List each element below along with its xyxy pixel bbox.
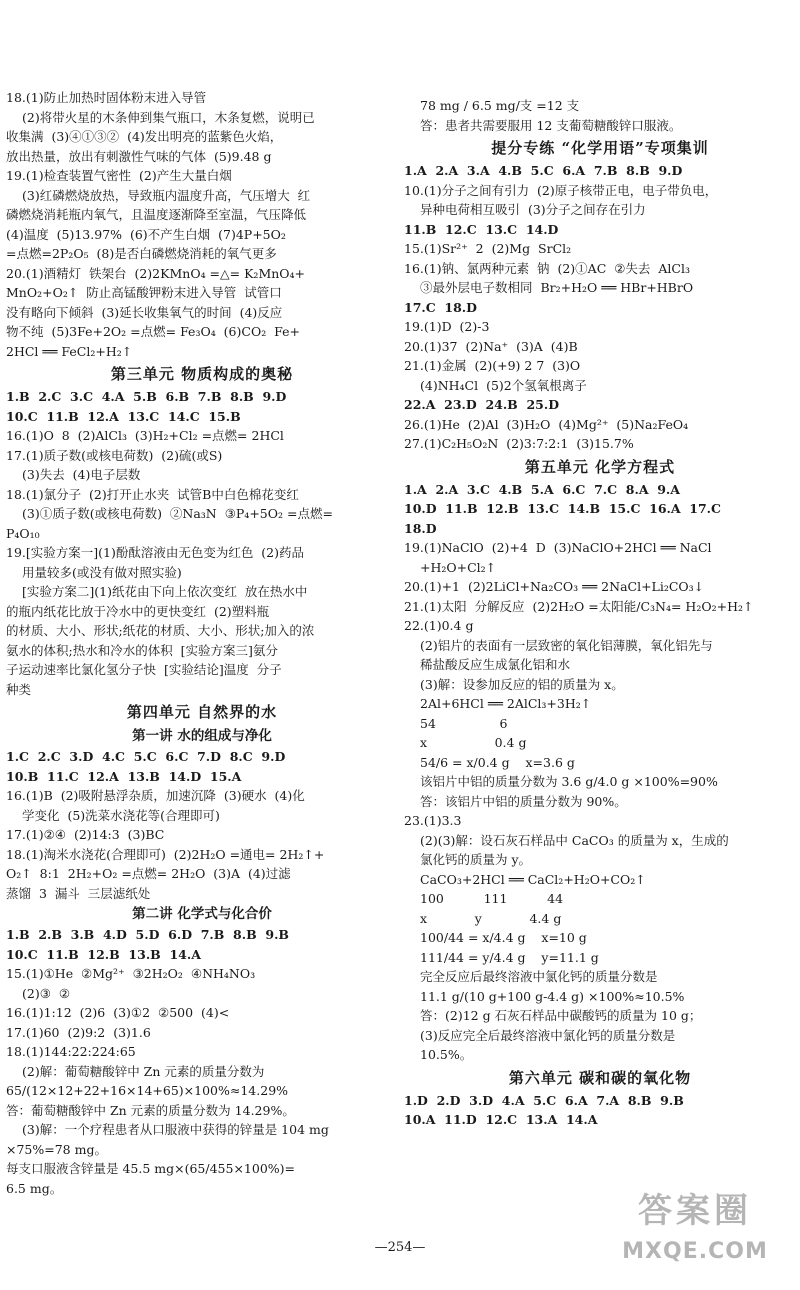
answer-line: (2)解：葡萄糖酸锌中 Zn 元素的质量分数为 (22, 1063, 265, 1079)
answer-line: 23.(1)3.3 (404, 813, 462, 828)
answer-line: 111/44 = y/4.4 g y=11.1 g (420, 949, 599, 965)
answer-line: (3)①质子数(或核电荷数) ②Na₃N ③P₄+5O₂ =点燃= (22, 506, 333, 521)
answer-line: 15.(1)Sr²⁺ 2 (2)Mg SrCl₂ (404, 241, 572, 256)
answer-line: 17.(1)60 (2)9:2 (3)1.6 (6, 1024, 151, 1040)
answer-line: 磷燃烧消耗瓶内氧气，且温度逐渐降至室温，气压降低 (6, 207, 307, 222)
answer-line: 的材质、大小、形状;纸花的材质、大小、形状;加入的浓 (6, 623, 315, 638)
multiple-choice-answers: 10.D 11.B 12.B 13.C 14.B 15.C 16.A 17.C (404, 501, 721, 516)
answer-line: 物不纯 (5)3Fe+2O₂ =点燃= Fe₃O₄ (6)CO₂ Fe+ (6, 324, 301, 339)
answer-line: 15.(1)①He ②Mg²⁺ ③2H₂O₂ ④NH₄NO₃ (6, 966, 256, 981)
unit-heading: 第三单元 物质构成的奥秘 (110, 365, 294, 383)
answer-line: 100/44 = x/4.4 g x=10 g (420, 930, 587, 945)
answer-line: 每支口服液含锌量是 45.5 mg×(65/455×100%)= (6, 1161, 296, 1176)
answer-line: x 0.4 g (420, 735, 527, 750)
watermark-url: MXQE.COM (622, 1239, 768, 1264)
multiple-choice-answers: 1.D 2.D 3.D 4.A 5.C 6.A 7.A 8.B 9.B (404, 1092, 684, 1108)
answer-line: 17.(1)②④ (2)14:3 (3)BC (6, 827, 165, 842)
answer-line: 54 6 (420, 715, 508, 731)
answer-line: (3)解：一个疗程患者从口服液中获得的锌量是 104 mg (22, 1122, 329, 1137)
multiple-choice-answers: 1.B 2.B 3.B 4.D 5.D 6.D 7.B 8.B 9.B (6, 927, 289, 942)
answer-line: 6.5 mg。 (6, 1180, 63, 1196)
answer-line: 稀盐酸反应生成氯化铝和水 (420, 657, 571, 672)
answer-line: 54/6 = x/0.4 g x=3.6 g (420, 754, 575, 770)
multiple-choice-answers: 10.C 11.B 12.B 13.B 14.A (6, 946, 201, 962)
answer-line: 答：(2)12 g 石灰石样品中碳酸钙的质量为 10 g； (420, 1008, 702, 1023)
answer-line: 没有略向下倾斜 (3)延长收集氧气的时间 (4)反应 (6, 304, 283, 320)
answer-line: 19.(1)检查装置气密性 (2)产生大量白烟 (6, 168, 232, 183)
answer-line: 19.(1)NaClO (2)+4 D (3)NaClO+2HCl ══ NaCl (404, 540, 712, 555)
answer-line: 氨水的体积;热水和冷水的体积 [实验方案三]氨分 (6, 642, 278, 658)
unit-heading: 第四单元 自然界的水 (126, 703, 278, 721)
answer-line: MnO₂+O₂↑ 防止高锰酸钾粉末进入导管 试管口 (6, 285, 282, 300)
left-column (6, 88, 398, 1198)
answer-line: 19.(1)D (2)-3 (404, 319, 490, 334)
answer-line: 18.(1)淘米水浇花(合理即可) (2)2H₂O =通电= 2H₂↑+ (6, 846, 325, 862)
multiple-choice-answers: 17.C 18.D (404, 299, 477, 315)
multiple-choice-answers: 11.B 12.C 13.C 14.D (404, 221, 559, 237)
answer-line: 答：葡萄糖酸锌中 Zn 元素的质量分数为 14.29%。 (6, 1102, 295, 1118)
answer-line: 的瓶内纸花比放于冷水中的更快变红 (2)塑料瓶 (6, 603, 270, 619)
page-number: —254— (374, 1240, 426, 1255)
unit-heading: 提分专练 “化学用语”专项集训 (491, 139, 709, 157)
answer-line: (2)铝片的表面有一层致密的氧化铝薄膜，氧化铝先与 (420, 637, 713, 653)
answer-line: (3)红磷燃烧放热，导致瓶内温度升高，气压增大 红 (22, 187, 311, 203)
answer-line: 子运动速率比氯化氢分子快 [实验结论]温度 分子 (6, 662, 282, 677)
answer-line: 17.(1)质子数(或核电荷数) (2)硫(或S) (6, 447, 223, 463)
answer-line: 16.(1)B (2)吸附悬浮杂质，加速沉降 (3)硬水 (4)化 (6, 788, 305, 803)
answer-line: 100 111 44 (420, 891, 564, 906)
answer-line: +H₂O+Cl₂↑ (420, 559, 497, 575)
answer-line: (2)③ ② (22, 985, 71, 1001)
answer-line: 18.(1)氯分子 (2)打开止水夹 试管B中白色棉花变红 (6, 486, 299, 502)
multiple-choice-answers: 1.B 2.C 3.C 4.A 5.B 6.B 7.B 8.B 9.D (6, 389, 287, 404)
answer-line: 27.(1)C₂H₅O₂N (2)3:7:2:1 (3)15.7% (404, 436, 634, 451)
answer-line: ×75%=78 mg。 (6, 1141, 107, 1157)
answer-line: [实验方案二](1)纸花由下向上依次变红 放在热水中 (22, 584, 308, 599)
answer-line: =点燃=2P₂O₅ (8)是否白磷燃烧消耗的氧气更多 (6, 246, 277, 261)
answer-line: 21.(1)太阳 分解反应 (2)2H₂O =太阳能/C₃N₄= H₂O₂+H₂↑ (404, 598, 754, 614)
answer-line: 16.(1)O 8 (2)AlCl₃ (3)H₂+Cl₂ =点燃= 2HCl (6, 428, 284, 443)
answer-line: 该铝片中铝的质量分数为 3.6 g/4.0 g ×100%=90% (420, 774, 718, 789)
answer-line: 16.(1)1:12 (2)6 (3)①2 ②500 (4)< (6, 1005, 230, 1020)
answer-line: 18.(1)防止加热时固体粉末进入导管 (6, 90, 207, 105)
answer-line: x y 4.4 g (420, 910, 562, 926)
answer-line: 20.(1)酒精灯 铁架台 (2)2KMnO₄ =△= K₂MnO₄+ (6, 265, 306, 281)
answer-line: O₂↑ 8:1 2H₂+O₂ =点燃= 2H₂O (3)A (4)过滤 (6, 866, 291, 881)
answer-line: 11.1 g/(10 g+100 g-4.4 g) ×100%≈10.5% (420, 988, 685, 1004)
answer-line: 21.(1)金属 (2)(+9) 2 7 (3)O (404, 358, 581, 373)
multiple-choice-answers: 1.A 2.A 3.A 4.B 5.C 6.A 7.B 8.B 9.D (404, 163, 683, 178)
answer-line: 放出热量，放出有刺激性气味的气体 (5)9.48 g (6, 148, 272, 164)
unit-heading: 第六单元 碳和碳的氧化物 (508, 1068, 692, 1087)
answer-line: ③最外层电子数相同 Br₂+H₂O ══ HBr+HBrO (420, 280, 694, 295)
answer-line: 2HCl ══ FeCl₂+H₂↑ (6, 343, 133, 359)
section-heading: 第二讲 化学式与化合价 (132, 906, 272, 922)
answer-line: 完全反应后最终溶液中氯化钙的质量分数是 (420, 969, 658, 984)
answer-line: 26.(1)He (2)Al (3)H₂O (4)Mg²⁺ (5)Na₂FeO₄ (404, 416, 689, 432)
answer-line: 答：患者共需要服用 12 支葡萄糖酸锌口服液。 (420, 117, 682, 133)
answer-line: 65/(12×12+22+16×14+65)×100%≈14.29% (6, 1083, 289, 1098)
answer-line: 18.(1)144:22:224:65 (6, 1044, 136, 1059)
answer-line: 异种电荷相互吸引 (3)分子之间存在引力 (420, 202, 646, 217)
answer-line: 答：该铝片中铝的质量分数为 90%。 (420, 793, 627, 809)
answer-line: (4)温度 (5)13.97% (6)不产生白烟 (7)4P+5O₂ (6, 226, 286, 242)
multiple-choice-answers: 22.A 23.D 24.B 25.D (404, 397, 560, 412)
answer-line: 10.(1)分子之间有引力 (2)原子核带正电，电子带负电， (404, 182, 718, 198)
answer-line: (3)反应完全后最终溶液中氯化钙的质量分数是 (420, 1027, 676, 1043)
answer-line: 19.[实验方案一](1)酚酞溶液由无色变为红色 (2)药品 (6, 545, 304, 560)
answer-line: 蒸馏 3 漏斗 三层滤纸处 (6, 885, 151, 901)
watermark-logo (600, 1185, 790, 1285)
answer-line: (2)将带火星的木条伸到集气瓶口，木条复燃，说明已 (22, 109, 315, 125)
section-heading: 第一讲 水的组成与净化 (132, 728, 272, 744)
multiple-choice-answers: 1.C 2.C 3.D 4.C 5.C 6.C 7.D 8.C 9.D (6, 749, 286, 764)
unit-heading: 第五单元 化学方程式 (524, 457, 676, 476)
answer-line: 10.5%。 (420, 1047, 473, 1062)
answer-line: 种类 (6, 681, 32, 697)
answer-line: (3)解：设参加反应的铝的质量为 x。 (420, 676, 624, 692)
watermark-title: 答案圈 (638, 1191, 752, 1231)
answer-line: 78 mg / 6.5 mg/支 =12 支 (420, 98, 580, 113)
answer-line: 16.(1)钠、氯两种元素 钠 (2)①AC ②失去 AlCl₃ (404, 260, 690, 276)
answer-line: 20.(1)+1 (2)2LiCl+Na₂CO₃ ══ 2NaCl+Li₂CO₃↓ (404, 579, 705, 594)
answer-line: 用量较多(或没有做对照实验) (22, 564, 182, 580)
answer-line: P₄O₁₀ (6, 525, 40, 541)
answer-line: 2Al+6HCl ══ 2AlCl₃+3H₂↑ (420, 696, 592, 711)
multiple-choice-answers: 10.C 11.B 12.A 13.C 14.C 15.B (6, 408, 241, 424)
multiple-choice-answers: 1.A 2.A 3.C 4.B 5.A 6.C 7.C 8.A 9.A (404, 481, 680, 497)
answer-line: (2)(3)解：设石灰石样品中 CaCO₃ 的质量为 x，生成的 (420, 832, 729, 848)
answer-line: 22.(1)0.4 g (404, 618, 474, 633)
multiple-choice-answers: 10.A 11.D 12.C 13.A 14.A (404, 1112, 598, 1127)
answer-line: 学变化 (5)洗菜水浇花等(合理即可) (22, 807, 220, 823)
multiple-choice-answers: 18.D (404, 520, 437, 536)
answer-line: 20.(1)37 (2)Na⁺ (3)A (4)B (404, 338, 578, 354)
answer-line: 氯化钙的质量为 y。 (420, 852, 532, 867)
answer-line: CaCO₃+2HCl ══ CaCl₂+H₂O+CO₂↑ (420, 871, 646, 887)
answer-line: 收集满 (3)④①③② (4)发出明亮的蓝紫色火焰， (6, 129, 283, 144)
right-column (404, 96, 796, 1130)
answer-line: (4)NH₄Cl (5)2个氢氧根离子 (420, 377, 587, 393)
answer-line: (3)失去 (4)电子层数 (22, 467, 141, 482)
multiple-choice-answers: 10.B 11.C 12.A 13.B 14.D 15.A (6, 768, 242, 784)
